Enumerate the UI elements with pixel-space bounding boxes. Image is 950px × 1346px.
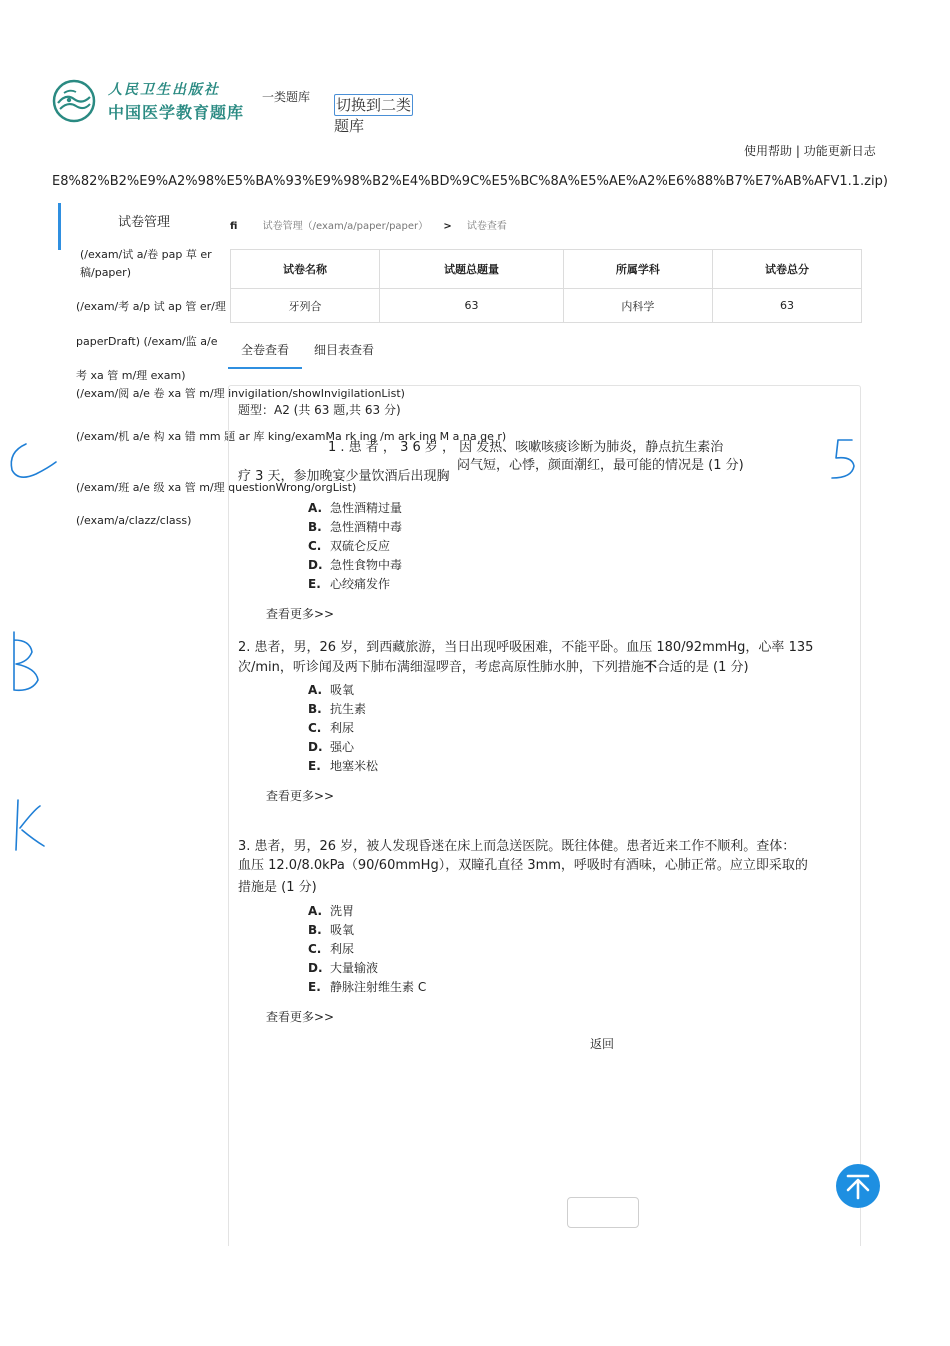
option-text: 急性酒精中毒 [330,520,403,534]
tab-detail-table[interactable]: 细目表查看 [314,343,375,357]
handwritten-5-mark [832,440,854,478]
option-key: D. [308,961,323,975]
question-type-heading: 题型：A2 (共 63 题,共 63 分) [238,403,401,417]
col-question-count: 试题总题量 [380,250,564,289]
cell-question-count: 63 [380,289,564,323]
question-3-stem-line3: 措施是 (1 分) [238,880,317,895]
download-url-text: E8%82%B2%E9%A2%98%E5%BA%93%E9%98%B2%E4%BD%9C%E5%BC%8A%E5%AE%A2%E6%88%B7%E7%AB%AFV1.1.zip) [52,174,888,189]
question-2-stem-part2: 合适的是 (1 分) [656,660,749,675]
question-2-stem-part1: 次/min，听诊闻及两下肺布满细湿啰音，考虑高原性肺水肿，下列措施 [238,660,644,675]
option-key: A. [308,904,323,918]
col-subject: 所属学科 [563,250,712,289]
option-text: 强心 [330,740,355,754]
switch-bank-label-line1: 切换到二类 [336,96,412,114]
option-text: 急性食物中毒 [330,558,403,572]
breadcrumb-separator: > [443,221,452,232]
question-1-stem-line2: 闷气短，心悸，颜面潮红，最可能的情况是 (1 分) [457,458,744,473]
option-text: 急性酒精过量 [330,501,403,515]
handwritten-k-mark [16,800,44,850]
sidebar-link-invigilation[interactable]: 考 xa 管 m/理 exam) [76,369,186,382]
option-text: 地塞米松 [330,759,379,773]
option-key: E. [308,980,321,994]
option-text: 利尿 [330,721,355,735]
option-key: C. [308,721,322,735]
home-icon[interactable]: fi [230,221,238,232]
option-text: 利尿 [330,942,355,956]
option-key: D. [308,558,323,572]
question-1-stem-line3: 疗 3 天，参加晚宴少量饮酒后出现胸 [238,469,450,484]
logo-publisher-name: 人民卫生出版社 [108,82,220,98]
option-key: C. [308,539,322,553]
option-text: 吸氧 [330,683,355,697]
question-1-stem-line1: 1 . 患 者 ， 3 6 岁 ， 因 发热、咳嗽咳痰诊断为肺炎，静点抗生素治 [328,440,724,455]
option-key: B. [308,923,322,937]
header-link-separator: | [795,144,800,158]
option-text: 抗生素 [330,702,367,716]
option-text: 吸氧 [330,923,355,937]
sidebar-link-wrong-questions[interactable]: (/exam/机 a/e 构 xa 错 mm 题 ar 库 king/examMa rk ing /m ark ing M a na ge r) [76,430,507,443]
help-link[interactable]: 使用帮助 [744,144,793,158]
option-key: B. [308,702,322,716]
cell-total-score: 63 [712,289,861,323]
sidebar-link-class-url[interactable]: (/exam/a/clazz/class) [76,514,192,527]
back-button[interactable]: 返回 [590,1037,615,1051]
tab-full-paper[interactable]: 全卷查看 [241,343,290,357]
sidebar-link-paper[interactable]: (/exam/试 a/卷 pap 草 er [80,248,212,261]
option-text: 大量输液 [330,961,379,975]
handwritten-c-mark [11,444,56,477]
switch-bank-label-line2: 题库 [334,117,365,135]
option-text: 洗胃 [330,904,355,918]
col-total-score: 试卷总分 [712,250,861,289]
option-text: 双硫仑反应 [330,539,391,553]
sidebar-link-paper-cont[interactable]: 稿/paper) [80,266,131,279]
sidebar-link-draft[interactable]: paperDraft) (/exam/监 a/e [76,335,218,348]
cell-paper-name: 牙列合 [231,289,380,323]
current-bank-label: 一类题库 [262,90,311,104]
breadcrumb-current: 试卷查看 [466,221,507,232]
question-2-stem-line1: 2. 患者，男，26 岁，到西藏旅游，当日出现呼吸困难，不能平卧。血压 180/92mmHg，心率 135 [238,640,814,655]
question-1-view-more-link[interactable]: 查看更多>> [266,607,335,621]
option-key: C. [308,942,322,956]
question-3-stem-line1: 3. 患者，男，26 岁，被人发现昏迷在床上而急送医院。既往体健。患者近来工作不顺利。查体： [238,839,796,854]
option-key: A. [308,501,323,515]
sidebar-title[interactable]: 试卷管理 [118,215,171,230]
option-text: 静脉注射维生素 C [330,980,427,994]
col-paper-name: 试卷名称 [231,250,380,289]
option-key: A. [308,683,323,697]
sidebar-link-class[interactable]: (/exam/班 a/e 级 xa 管 m/理 questionWrong/orgList) [76,481,357,494]
option-key: B. [308,520,322,534]
question-3-view-more-link[interactable]: 查看更多>> [266,1010,335,1024]
sidebar-link-marking[interactable]: (/exam/阅 a/e 卷 xa 管 m/理 invigilation/showInvigilationList) [76,387,405,400]
cell-subject: 内科学 [563,289,712,323]
question-2-view-more-link[interactable]: 查看更多>> [266,789,335,803]
logo-site-name: 中国医学教育题库 [108,103,245,122]
option-key: E. [308,577,321,591]
sidebar-link-exam[interactable]: (/exam/考 a/p 试 ap 管 er/理 [76,300,226,313]
question-3-stem-line2: 血压 12.0/8.0kPa（90/60mmHg），双瞳孔直径 3mm，呼吸时有酒味，心肺正常。应立即采取的 [238,858,808,873]
changelog-link[interactable]: 功能更新日志 [803,144,876,158]
option-text: 心绞痛发作 [330,577,391,591]
breadcrumb-parent[interactable]: 试卷管理（/exam/a/paper/paper） [262,221,429,232]
question-2-stem-emphasis: 不 [643,660,657,675]
option-key: D. [308,740,323,754]
option-key: E. [308,759,321,773]
handwritten-b-mark [14,632,38,690]
